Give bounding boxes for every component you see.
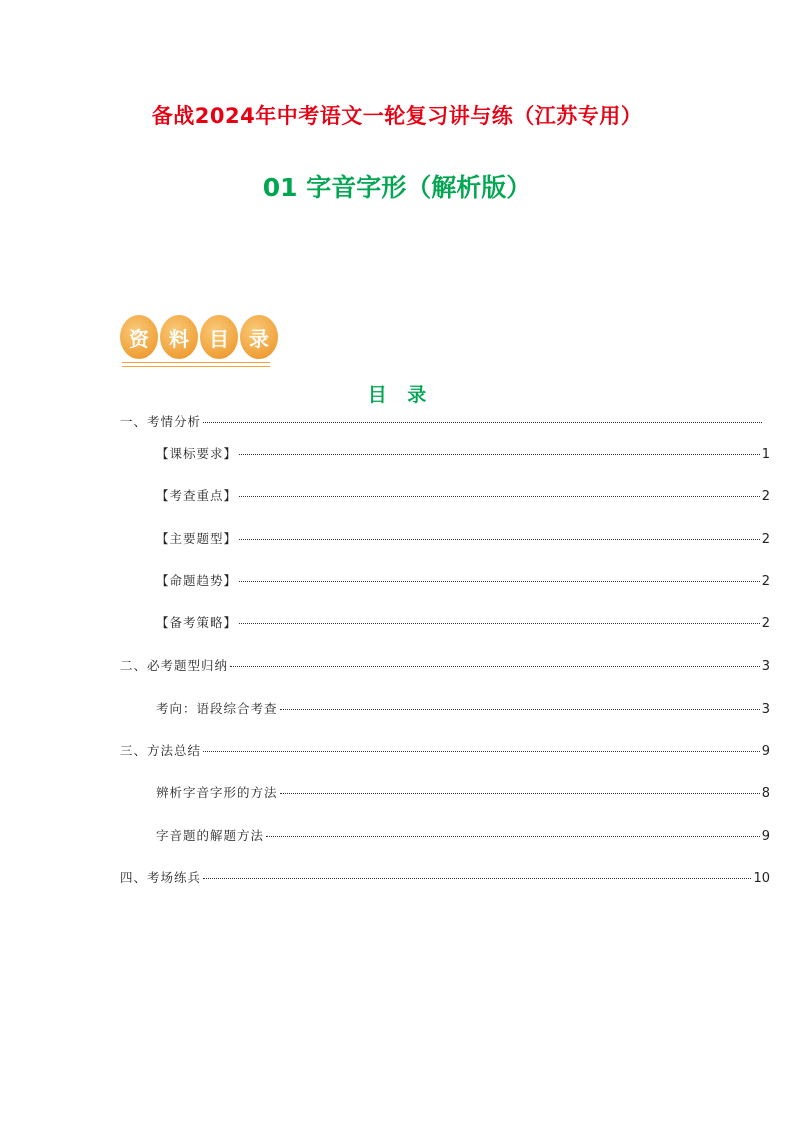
toc-entry-label: 四、考场练兵: [120, 870, 202, 885]
toc-entry-7[interactable]: [120, 656, 770, 676]
toc-entry-label: 二、必考题型归纳: [120, 658, 229, 673]
toc-leader-dots: [239, 454, 760, 455]
toc-entry-4[interactable]: [156, 529, 770, 549]
toc-entry-page: 1: [761, 447, 770, 462]
toc-entry-page: 2: [761, 616, 770, 631]
document-subtitle: 01 字音字形（解析版）: [262, 173, 532, 202]
toc-leader-dots: [239, 581, 760, 582]
toc-entry-12[interactable]: [120, 868, 770, 888]
toc-heading: 目 录: [367, 384, 427, 406]
toc-leader-dots: [203, 878, 751, 879]
toc-entry-label: 【课标要求】: [156, 446, 238, 461]
toc-entry-2[interactable]: [156, 444, 770, 464]
toc-entry-5[interactable]: [156, 571, 770, 591]
toc-entry-9[interactable]: [120, 741, 770, 761]
toc-entry-page: 2: [761, 489, 770, 504]
toc-entry-6[interactable]: [156, 613, 770, 633]
toc-entry-label: 一、考情分析: [120, 414, 202, 429]
toc-entry-label: 【备考策略】: [156, 615, 238, 630]
toc-leader-dots: [203, 751, 760, 752]
toc-entry-10[interactable]: [156, 783, 770, 803]
badge-char-3: 目: [198, 313, 240, 361]
toc-entry-8[interactable]: [156, 699, 770, 719]
toc-entry-page: 2: [761, 574, 770, 589]
toc-entry-label: 考向：语段综合考查: [156, 701, 278, 716]
toc-entry-1[interactable]: [120, 412, 770, 432]
toc-entry-3[interactable]: [156, 486, 770, 506]
toc-leader-dots: [266, 836, 760, 837]
toc-entry-page: 3: [761, 659, 770, 674]
toc-leader-dots: [230, 666, 760, 667]
toc-entry-page: 9: [761, 829, 770, 844]
badge-char-4: 录: [238, 313, 280, 361]
toc-entry-page: 9: [761, 744, 770, 759]
toc-leader-dots: [239, 623, 760, 624]
badge-char-2: 料: [158, 313, 200, 361]
toc-entry-label: 三、方法总结: [120, 743, 202, 758]
toc-entry-page: 3: [761, 702, 770, 717]
toc-entry-label: 【主要题型】: [156, 531, 238, 546]
toc-leader-dots: [203, 422, 762, 423]
document-title: 备战2024年中考语文一轮复习讲与练（江苏专用）: [151, 104, 643, 128]
toc-entry-page: 8: [761, 786, 770, 801]
toc-leader-dots: [239, 539, 760, 540]
toc-entry-label: 辨析字音字形的方法: [156, 785, 278, 800]
toc-entry-label: 【命题趋势】: [156, 573, 238, 588]
toc-entry-page: 10: [753, 871, 770, 886]
toc-entry-label: 字音题的解题方法: [156, 828, 265, 843]
toc-leader-dots: [239, 496, 760, 497]
toc-entry-page: 2: [761, 532, 770, 547]
toc-leader-dots: [280, 709, 760, 710]
badge-char-1: 资: [118, 313, 160, 361]
toc-entry-label: 【考查重点】: [156, 488, 238, 503]
toc-leader-dots: [280, 793, 760, 794]
toc-entry-11[interactable]: [156, 826, 770, 846]
